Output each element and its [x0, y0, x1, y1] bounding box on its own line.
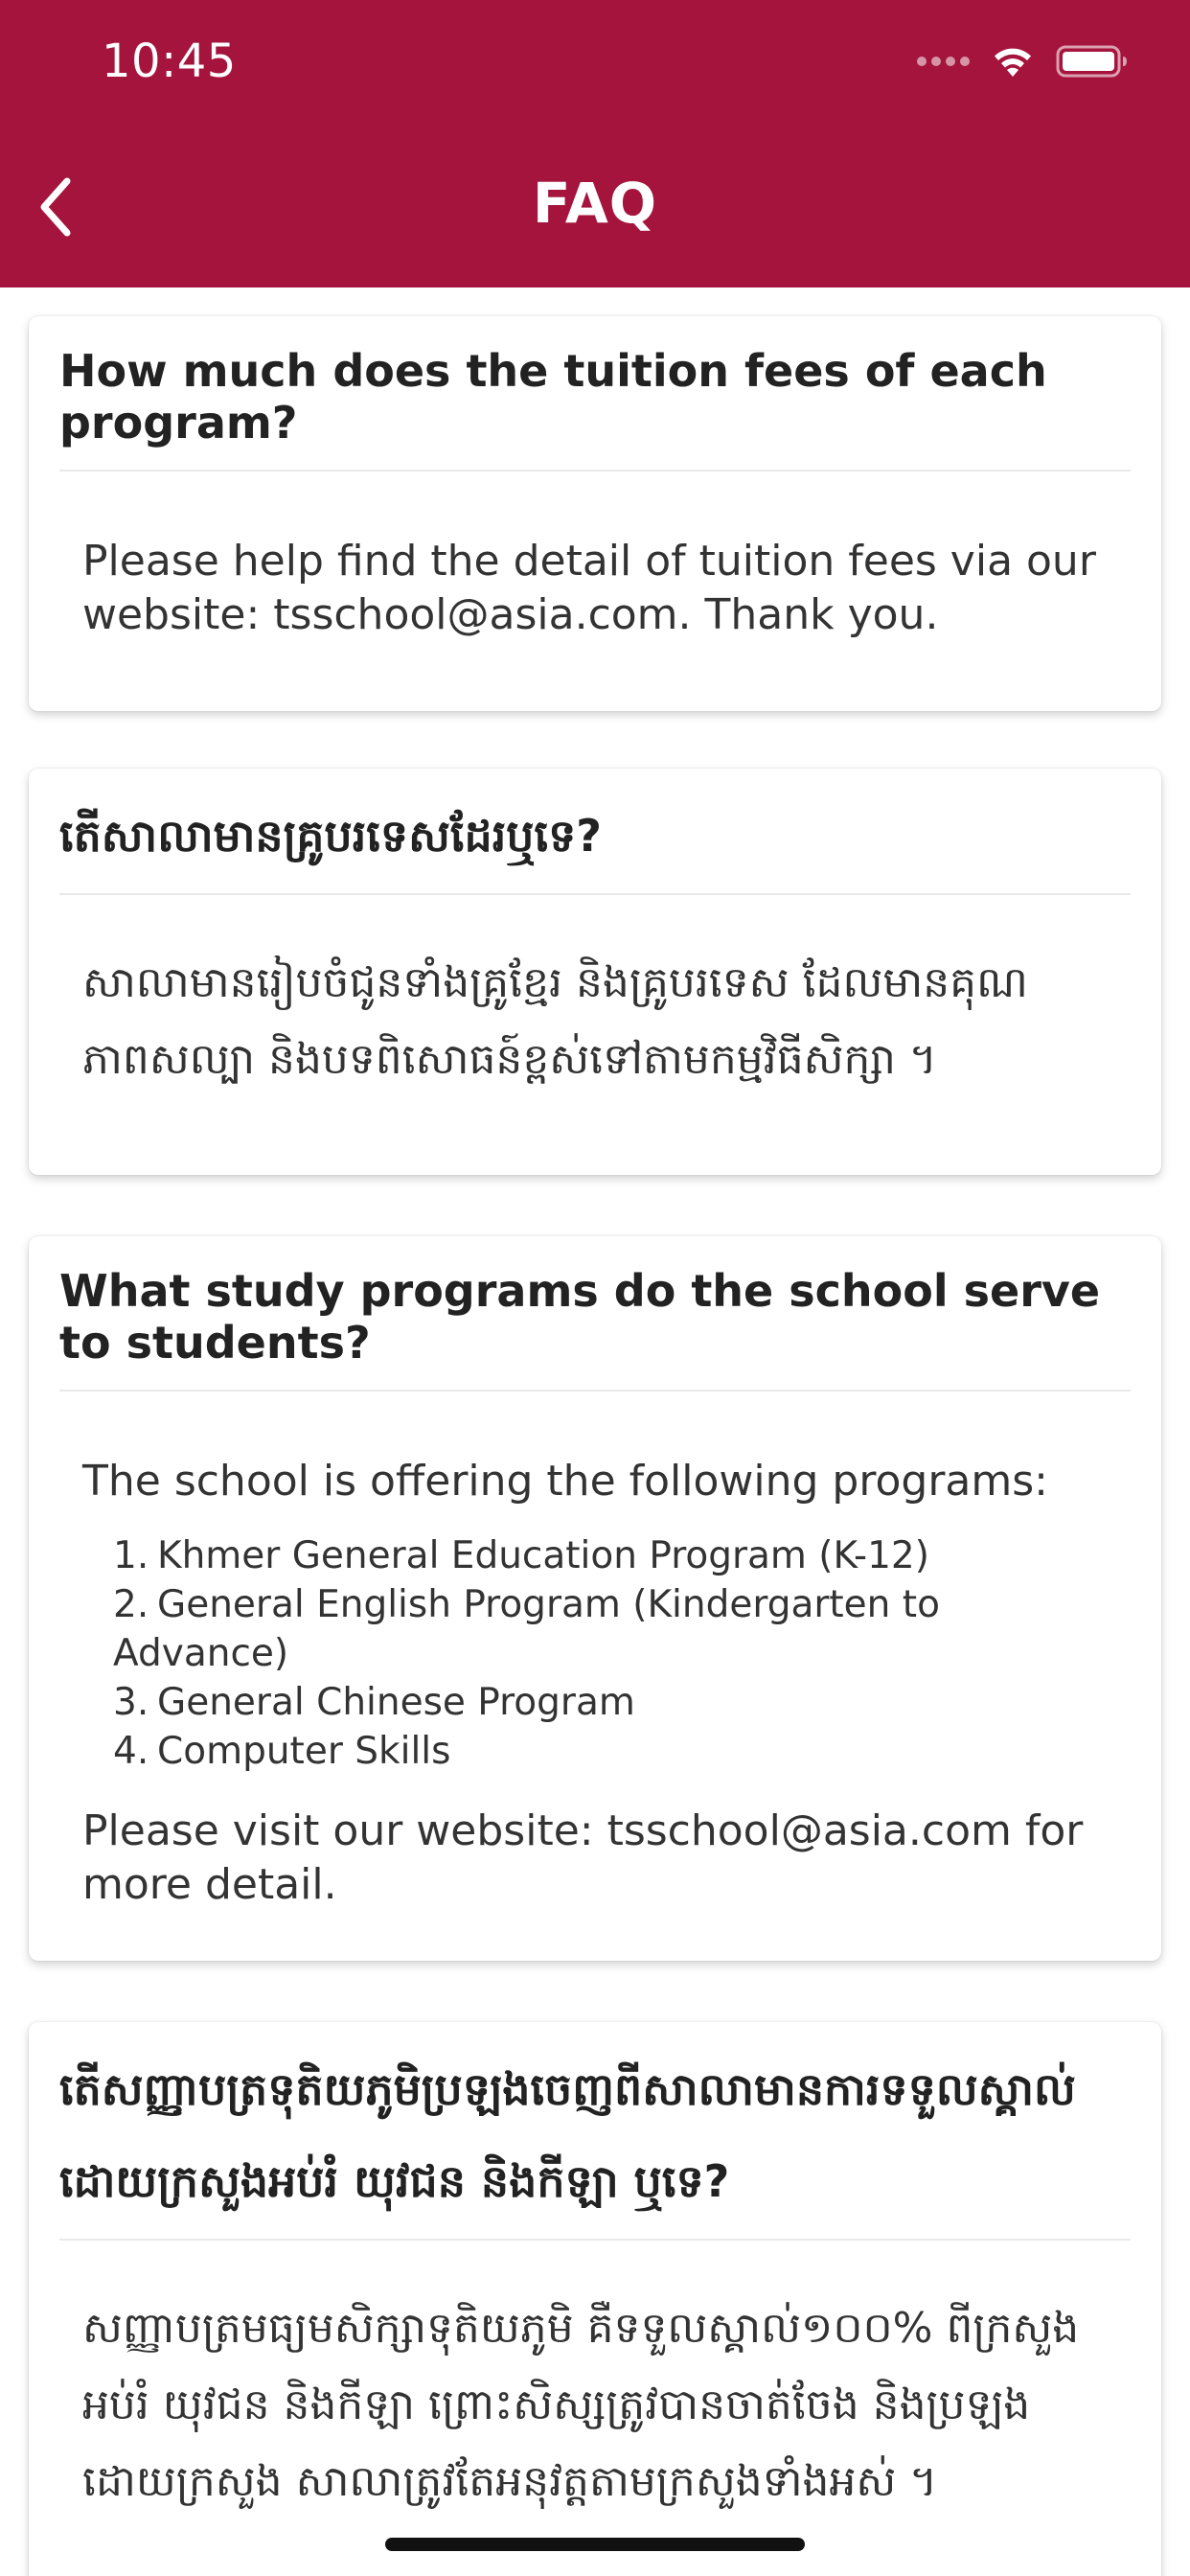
- battery-icon: [1056, 44, 1129, 79]
- faq-answer: សាលាមានរៀបចំជូនទាំងគ្រូខ្មែរ និងគ្រូបរទេស ដែលមានគុណភាពសល្បា និងបទពិសោធន៍ខ្ពស់ទៅតាមកម្មវិធីសិក្សា ។: [82, 958, 1028, 1084]
- faq-question: តើសាលាមានគ្រូបរទេសដែរឬទេ?: [59, 810, 602, 862]
- faq-answer: សញ្ញាបត្រមធ្យមសិក្សាទុតិយភូមិ គឺទទួលស្គាល់១០០% ពីក្រសួងអប់រំ យុវជន និងកីឡា ព្រោះសិស្សត្រូវបានចាត់ចែង និងប្រឡងដោយក្រសួង សាលាត្រូវតែអនុវត្តតាមក្រសួងទាំងអស់ ។: [82, 2304, 1080, 2506]
- cellular-signal-icon: [917, 57, 970, 66]
- answer-intro: The school is offering the following programs:: [82, 1457, 1048, 1506]
- faq-card: [29, 2022, 1161, 2576]
- list-item: 4. Computer Skills: [113, 1730, 451, 1773]
- home-indicator[interactable]: [385, 2538, 805, 2551]
- faq-answer: Please help find the detail of tuition fees via our website: tsschool@asia.com. Thank you.: [82, 537, 1096, 639]
- wifi-icon: [991, 44, 1035, 79]
- faq-card: [29, 769, 1161, 1175]
- list-item: 1. Khmer General Education Program (K-12): [113, 1534, 929, 1577]
- faq-question: How much does the tuition fees of each program?: [59, 345, 1047, 448]
- faq-answer: [29, 1392, 1161, 1943]
- status-icons: [917, 44, 1129, 79]
- list-item: 3. General Chinese Program: [113, 1681, 635, 1724]
- page-title: FAQ: [532, 171, 658, 236]
- faq-question: តើសញ្ញាបត្រទុតិយភូមិប្រឡងចេញពីសាលាមានការទទួលស្គាល់ដោយក្រសួងអប់រំ យុវជន និងកីឡា ឬទេ?: [59, 2063, 1076, 2207]
- faq-question: What study programs do the school serve to students?: [59, 1265, 1101, 1368]
- faq-card: [29, 316, 1161, 711]
- status-time: 10:45: [102, 34, 237, 88]
- header-bar: [0, 0, 1190, 288]
- faq-list[interactable]: [0, 288, 1190, 2576]
- faq-card: [29, 1236, 1161, 1961]
- program-list: [113, 1531, 1123, 1776]
- list-item: 2. General English Program (Kindergarten to Advance): [113, 1583, 940, 1675]
- answer-more: Please visit our website: tsschool@asia.com for more detail.: [82, 1806, 1084, 1909]
